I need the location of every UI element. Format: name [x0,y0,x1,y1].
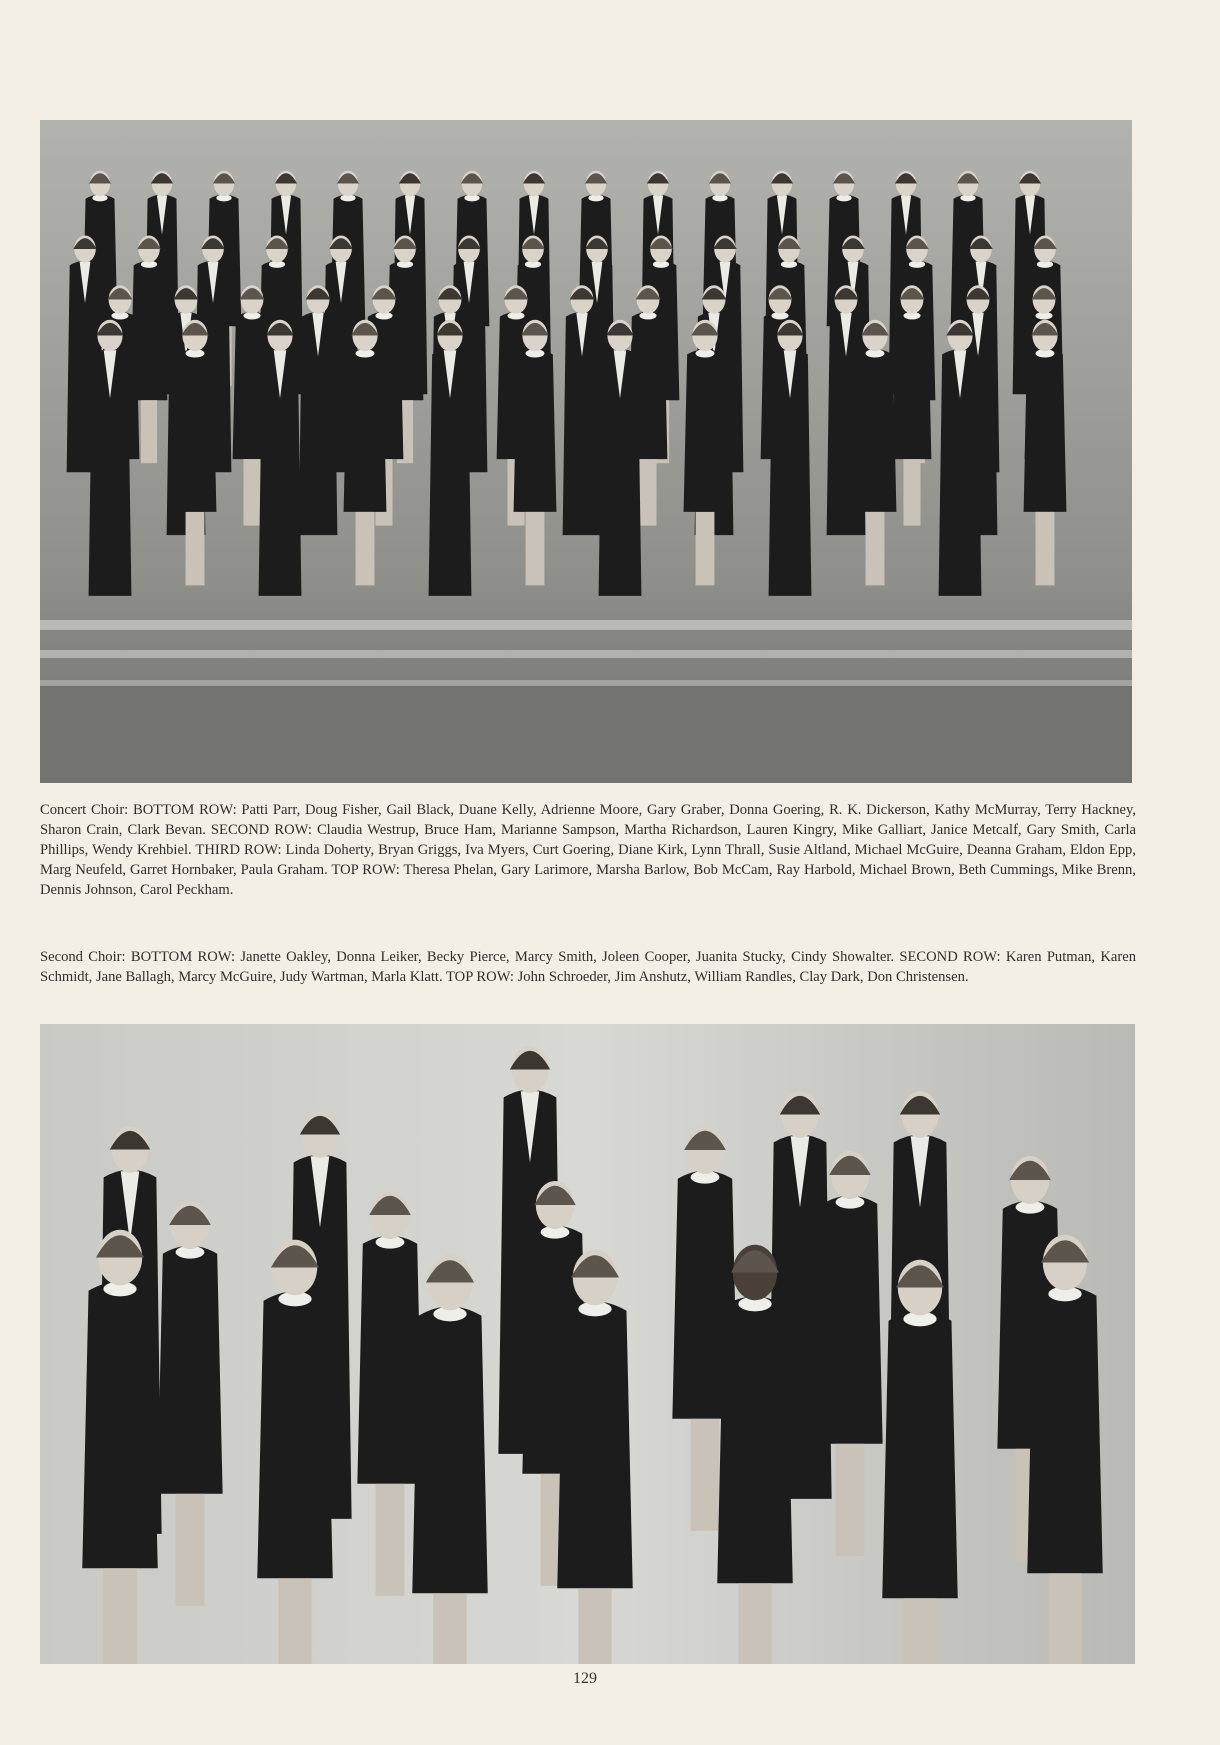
choir-member-figure [259,320,302,596]
choir-member-figure [429,320,472,596]
choir-member-figure [299,285,338,535]
choir-member-figure [769,320,812,596]
choir-member-figure [599,320,642,596]
choir-member-figure [89,320,132,596]
choir-member-figure [939,320,982,596]
concert-choir-photo-figures [40,120,1132,783]
concert-choir-caption: Concert Choir: BOTTOM ROW: Patti Parr, Doug Fisher, Gail Black, Duane Kelly, Adrienne Moore, Gary Graber, Donna Goering, R. K. Dickerson, Kathy McMurray, Terry Hackney, Sharon Crain, Clark Bevan. SECOND ROW: Claudia Westrup, Bruce Ham, Marianne Sampson, Martha Richardson, Lauren Kingry, Mike Galliart, Janice Metcalf, Gary Smith, Carla Phillips, Wendy Krehbiel. THIRD ROW: Linda Doherty, Bryan Griggs, Iva Myers, Curt Goering, Diane Kirk, Lynn Thrall, Susie Altland, Michael McGuire, Deanna Graham, Eldon Epp, Marg Neufeld, Garret Hornbaker, Paula Graham. TOP ROW: Theresa Phelan, Gary Larimore, Marsha Barlow, Bob McCam, Ray Harbold, Michael Brown, Beth Cummings, Mike Brenn, Dennis Johnson, Carol Peckham. [40,802,1136,898]
second-choir-caption: Second Choir: BOTTOM ROW: Janette Oakley, Donna Leiker, Becky Pierce, Marcy Smith, Joleen Cooper, Juanita Stucky, Cindy Showalter. SECOND ROW: Karen Putman, Karen Schmidt, Jane Ballagh, Marcy McGuire, Judy Wartman, Marla Klatt. TOP ROW: John Schroeder, Jim Anshutz, William Randles, Clay Dark, Don Christensen. [40,949,1136,985]
second-choir-photo [40,1024,1135,1664]
page-number: 129 [573,1670,597,1687]
concert-choir-photo [40,120,1132,783]
choir-member-figure [563,285,602,535]
second-choir-photo-figures [40,1024,1135,1664]
